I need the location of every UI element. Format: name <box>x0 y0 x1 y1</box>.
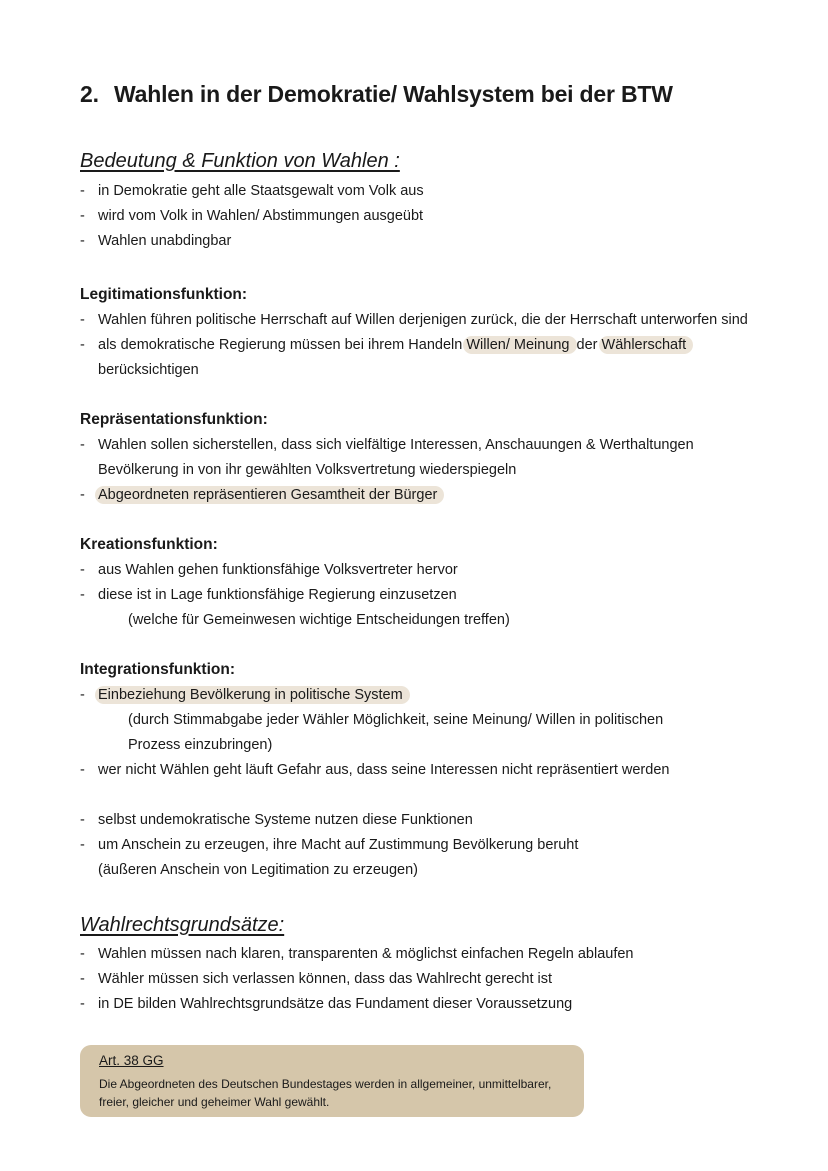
highlight-waehlerschaft: Wählerschaft <box>599 336 694 354</box>
highlight-einbeziehung: Einbeziehung Bevölkerung in politische System <box>95 686 410 704</box>
heading-bedeutung: Bedeutung & Funktion von Wahlen : <box>80 150 400 172</box>
integration-item-4-cont: (äußeren Anschein von Legitimation zu erzeugen) <box>98 862 418 878</box>
title-text: Wahlen in der Demokratie/ Wahlsystem bei der BTW <box>114 81 673 107</box>
integration-item-4: um Anschein zu erzeugen, ihre Macht auf Zustimmung Bevölkerung beruht <box>98 837 579 853</box>
legitimation-item-2 <box>98 335 693 355</box>
bullet-mark: - <box>80 837 85 853</box>
integration-item-1 <box>98 685 410 705</box>
bullet-mark: - <box>80 946 85 962</box>
kreation-item-1: aus Wahlen gehen funktionsfähige Volksvertreter hervor <box>98 562 458 578</box>
integration-item-2: wer nicht Wählen geht läuft Gefahr aus, dass seine Interessen nicht repräsentiert werden <box>98 762 670 778</box>
kreation-item-2: diese ist in Lage funktionsfähige Regierung einzusetzen <box>98 587 457 603</box>
bullet-mark: - <box>80 587 85 603</box>
bullet-mark: - <box>80 183 85 199</box>
bullet-mark: - <box>80 233 85 249</box>
bullet-mark: - <box>80 687 85 703</box>
article-text: Die Abgeordneten des Deutschen Bundestages werden in allgemeiner, unmittelbarer, freier, gleicher und geheimer Wahl gewählt. <box>99 1077 552 1109</box>
bullet-mark: - <box>80 487 85 503</box>
page-title <box>80 81 673 108</box>
repraesentation-item-2 <box>98 485 444 505</box>
grundsaetze-item-1: Wahlen müssen nach klaren, transparenten & möglichst einfachen Regeln ablaufen <box>98 946 634 962</box>
integration-item-1-sub-1: (durch Stimmabgabe jeder Wähler Möglichkeit, seine Meinung/ Willen in politischen <box>128 712 664 728</box>
bedeutung-item-3: Wahlen unabdingbar <box>98 233 232 249</box>
bullet-mark: - <box>80 208 85 224</box>
bullet-mark: - <box>80 337 85 353</box>
legitimation-item-2-cont: berücksichtigen <box>98 362 199 378</box>
bullet-mark: - <box>80 971 85 987</box>
bullet-mark: - <box>80 762 85 778</box>
integration-item-3: selbst undemokratische Systeme nutzen diese Funktionen <box>98 812 473 828</box>
highlight-willen-meinung: Willen/ Meinung <box>463 336 576 354</box>
highlight-abgeordneten: Abgeordneten repräsentieren Gesamtheit der Bürger <box>95 486 444 504</box>
heading-wahlrechtsgrundsaetze: Wahlrechtsgrundsätze: <box>80 914 285 936</box>
article-box <box>80 1045 584 1117</box>
legitimation-item-2-text-a: als demokratische Regierung müssen bei ihrem Handeln <box>98 337 463 353</box>
bullet-mark: - <box>80 812 85 828</box>
bedeutung-item-1: in Demokratie geht alle Staatsgewalt vom Volk aus <box>98 183 424 199</box>
bullet-mark: - <box>80 996 85 1012</box>
grundsaetze-item-2: Wähler müssen sich verlassen können, dass das Wahlrecht gerecht ist <box>98 971 553 987</box>
heading-repraesentation: Repräsentationsfunktion: <box>80 411 268 428</box>
legitimation-item-1: Wahlen führen politische Herrschaft auf Willen derjenigen zurück, die der Herrschaft unterworfen sind <box>98 312 748 328</box>
kreation-item-2-sub: (welche für Gemeinwesen wichtige Entscheidungen treffen) <box>128 612 510 628</box>
bullet-mark: - <box>80 437 85 453</box>
integration-item-1-sub-2: Prozess einzubringen) <box>128 737 273 753</box>
bedeutung-item-2: wird vom Volk in Wahlen/ Abstimmungen ausgeübt <box>98 208 424 224</box>
bullet-mark: - <box>80 312 85 328</box>
article-reference: Art. 38 GG <box>99 1053 164 1068</box>
heading-integration: Integrationsfunktion: <box>80 661 235 678</box>
legitimation-item-2-text-c: der <box>576 337 598 353</box>
repraesentation-item-1: Wahlen sollen sicherstellen, dass sich vielfältige Interessen, Anschauungen & Werthaltungen <box>98 437 694 453</box>
bullet-mark: - <box>80 562 85 578</box>
repraesentation-item-1-cont: Bevölkerung in von ihr gewählten Volksvertretung wiederspiegeln <box>98 462 517 478</box>
heading-kreation: Kreationsfunktion: <box>80 536 218 553</box>
heading-legitimation: Legitimationsfunktion: <box>80 286 248 303</box>
grundsaetze-item-3: in DE bilden Wahlrechtsgrundsätze das Fundament dieser Voraussetzung <box>98 996 573 1012</box>
title-number: 2. <box>80 81 99 107</box>
